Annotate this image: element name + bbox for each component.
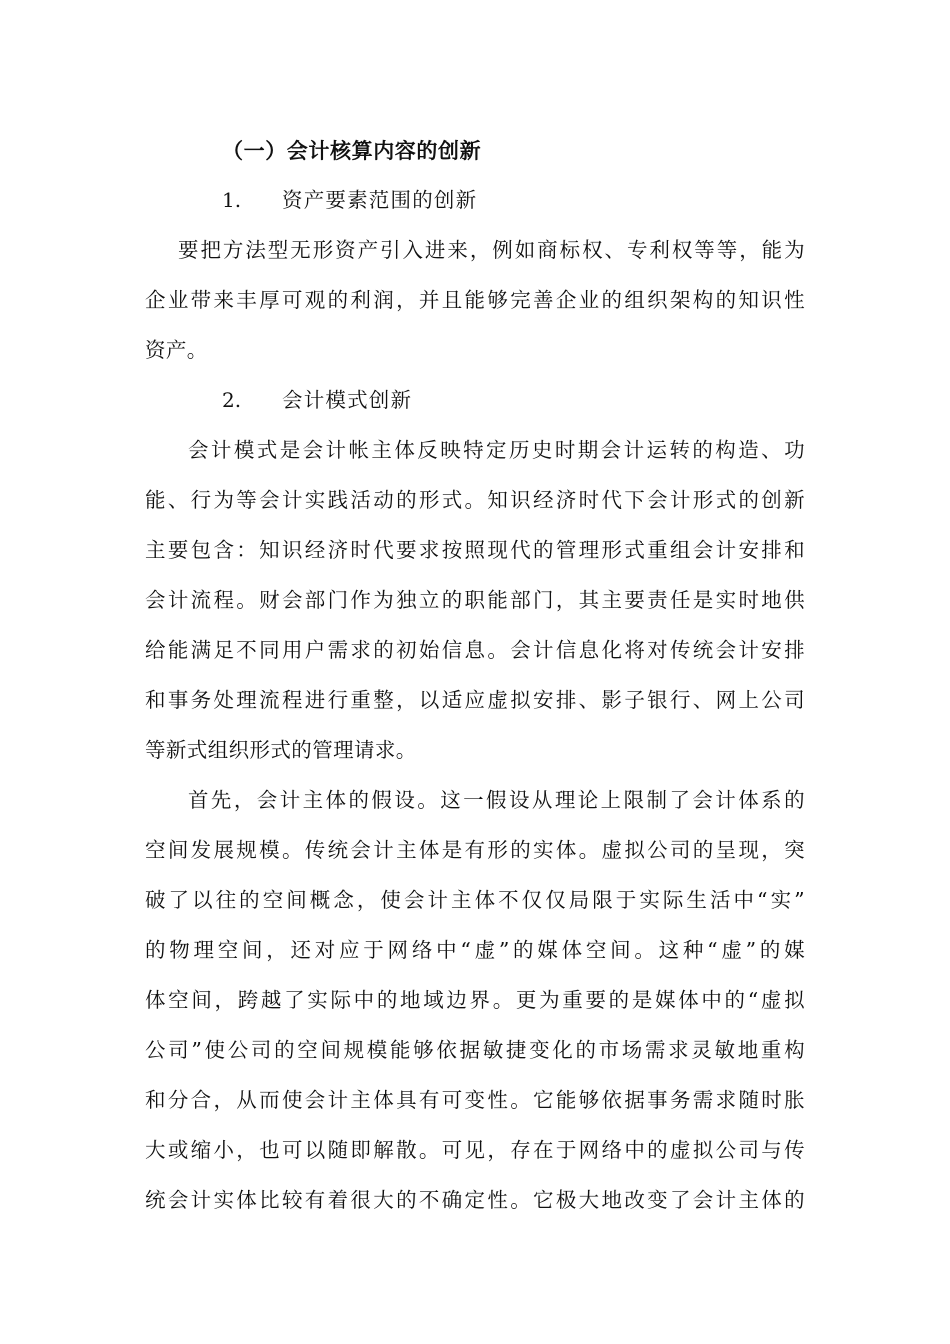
paragraph-3-line-9: 统会计实体比较有着很大的不确定性。它极大地改变了会计主体的 bbox=[145, 1188, 805, 1212]
item-1-title: 资产要素范围的创新 bbox=[282, 188, 478, 212]
paragraph-2-line-5: 给能满足不同用户需求的初始信息。会计信息化将对传统会计安排 bbox=[145, 638, 805, 662]
paragraph-2-line-3: 主要包含：知识经济时代要求按照现代的管理形式重组会计安排和 bbox=[145, 538, 805, 562]
paragraph-3-line-3: 破了以往的空间概念，使会计主体不仅仅局限于实际生活中“实” bbox=[145, 888, 805, 912]
paragraph-1-line-1: 要把方法型无形资产引入进来，例如商标权、专利权等等，能为 bbox=[178, 238, 805, 262]
paragraph-1-line-3: 资产。 bbox=[145, 338, 208, 362]
paragraph-3-line-2: 空间发展规模。传统会计主体是有形的实体。虚拟公司的呈现，突 bbox=[145, 838, 805, 862]
section-heading: （一）会计核算内容的创新 bbox=[222, 138, 482, 163]
paragraph-3-line-4: 的物理空间，还对应于网络中“虚”的媒体空间。这种“虚”的媒 bbox=[145, 938, 805, 962]
paragraph-2-line-6: 和事务处理流程进行重整，以适应虚拟安排、影子银行、网上公司 bbox=[145, 688, 805, 712]
item-1-number: 1. bbox=[222, 188, 242, 212]
paragraph-3-line-7: 和分合，从而使会计主体具有可变性。它能够依据事务需求随时胀 bbox=[145, 1088, 805, 1112]
item-2-number: 2. bbox=[222, 388, 242, 412]
paragraph-2-line-7: 等新式组织形式的管理请求。 bbox=[145, 738, 417, 762]
paragraph-2-line-4: 会计流程。财会部门作为独立的职能部门，其主要责任是实时地供 bbox=[145, 588, 805, 612]
paragraph-1-line-2: 企业带来丰厚可观的利润，并且能够完善企业的组织架构的知识性 bbox=[145, 288, 805, 312]
paragraph-3-line-5: 体空间，跨越了实际中的地域边界。更为重要的是媒体中的“虚拟 bbox=[145, 988, 805, 1012]
item-2-title: 会计模式创新 bbox=[282, 388, 413, 412]
paragraph-3-line-6: 公司”使公司的空间规模能够依据敏捷变化的市场需求灵敏地重构 bbox=[145, 1038, 805, 1062]
paragraph-3-line-8: 大或缩小，也可以随即解散。可见，存在于网络中的虚拟公司与传 bbox=[145, 1138, 805, 1162]
paragraph-3-line-1: 首先，会计主体的假设。这一假设从理论上限制了会计体系的 bbox=[188, 788, 805, 812]
paragraph-2-line-1: 会计模式是会计帐主体反映特定历史时期会计运转的构造、功 bbox=[188, 438, 805, 462]
paragraph-2-line-2: 能、行为等会计实践活动的形式。知识经济时代下会计形式的创新 bbox=[145, 488, 805, 512]
